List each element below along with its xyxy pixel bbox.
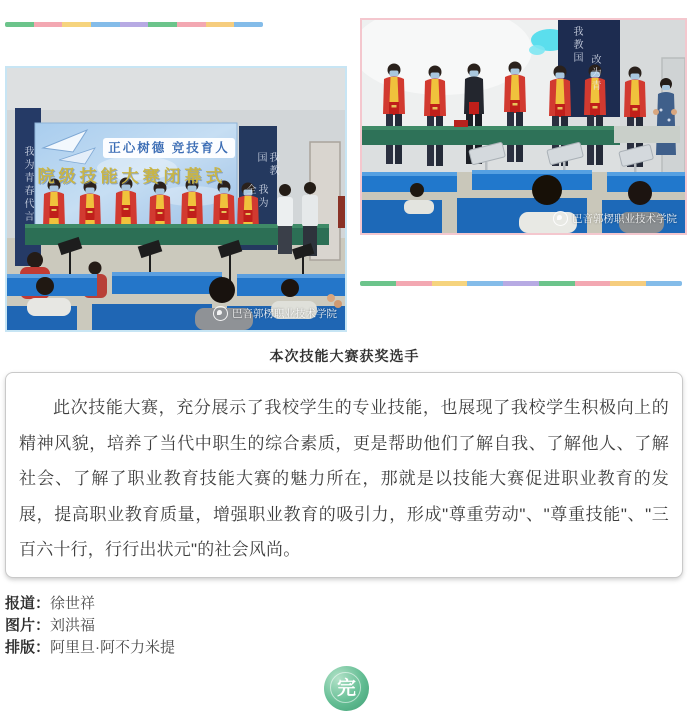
photo-left-watermark xyxy=(213,306,337,321)
credit-value: 阿里旦·阿不力米提 xyxy=(50,639,176,656)
photo-left-vertical-banner-text: 我为青春代言 xyxy=(22,146,33,224)
photo-right-watermark-text: 巴音郭楞职业技术学院 xyxy=(572,213,677,225)
end-badge xyxy=(324,666,369,711)
decor-bar-bottom xyxy=(360,281,682,286)
credit-row-layout xyxy=(5,637,175,659)
brand-logo-icon xyxy=(213,306,228,321)
photo-left-watermark-text: 巴音郭楞职业技术学院 xyxy=(232,308,337,320)
credit-value: 刘洪福 xyxy=(50,617,96,634)
brand-logo-icon xyxy=(553,211,568,226)
photo-left-screen-slogan: 正心树德 竞技育人 xyxy=(103,138,235,158)
photo-caption: 本次技能大赛获奖选手 xyxy=(269,348,420,364)
decor-bar-top xyxy=(5,22,263,27)
credit-label: 图片： xyxy=(5,617,51,634)
credit-value: 徐世祥 xyxy=(50,595,96,612)
photo-right-watermark xyxy=(553,211,677,226)
photo-award-winners-closeup[interactable] xyxy=(360,18,687,235)
credit-row-photographer xyxy=(5,615,175,637)
photo-right-banner-col1: 我教国 xyxy=(571,26,582,65)
credit-row-reporter xyxy=(5,593,175,615)
credits-block xyxy=(5,593,175,659)
credit-label: 排版： xyxy=(5,639,51,656)
end-badge-ring xyxy=(330,672,361,703)
photo-right-banner-col2: 改为青 xyxy=(589,54,600,93)
photo-left-screen-title: 院级技能大赛闭幕式 xyxy=(37,167,227,186)
article-paragraph: 此次技能大赛，充分展示了我校学生的专业技能，也展现了我校学生积极向上的精神风貌，培养了当代中职生的综合素质，更是帮助他们了解自我、了解他人、了解社会、了解了职业教育技能大赛的魅力所在，那就是以技能大赛促进职业教育的发展，提高职业教育质量，增强职业教育的吸引力，形成"尊重劳动"、"尊重技能"、"三百六十行，行行出状元"的社会风尚。 xyxy=(19,398,669,559)
article-box xyxy=(5,372,683,578)
photo-left-scene xyxy=(7,68,345,330)
photo-left-right-banner-col1: 我教国 xyxy=(255,152,278,178)
photo-right-scene xyxy=(362,20,685,233)
photo-award-ceremony-wide[interactable] xyxy=(5,66,347,332)
end-badge-text: 完 xyxy=(336,678,356,699)
credit-label: 报道： xyxy=(5,595,51,612)
photo-left-right-banner-col2: 我为全 xyxy=(244,184,267,210)
